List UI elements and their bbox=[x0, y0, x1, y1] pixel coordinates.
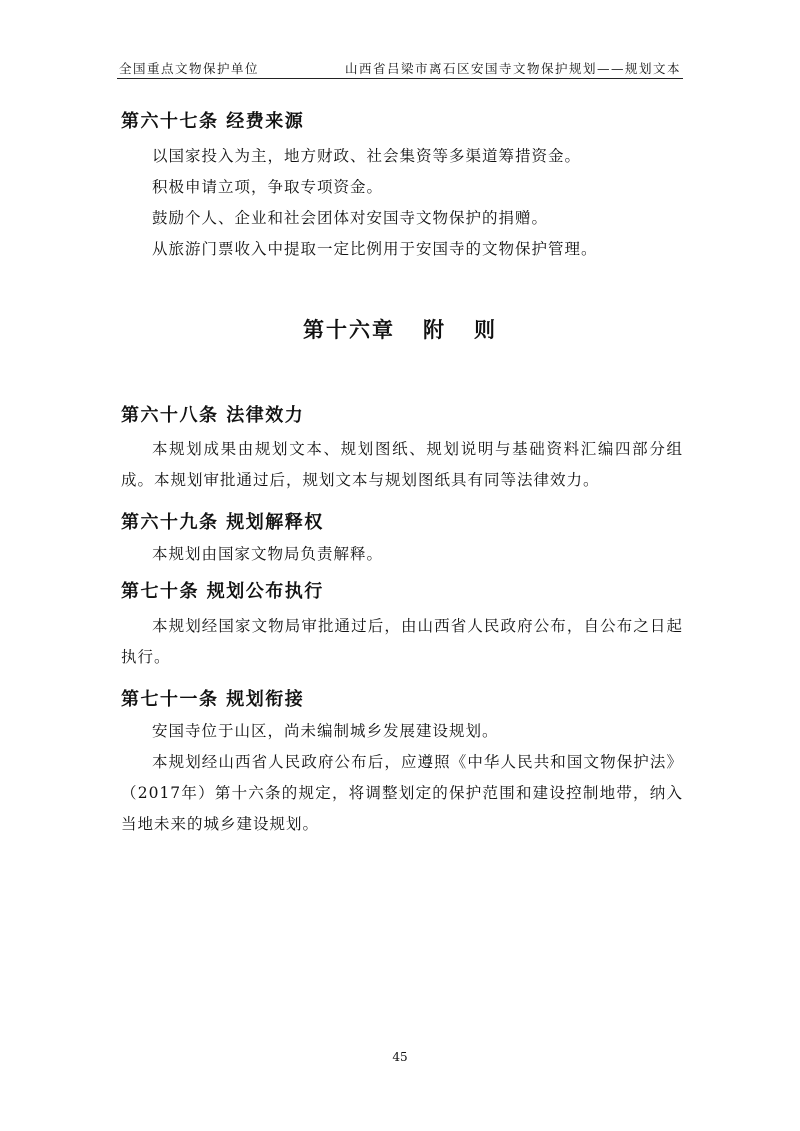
article-71-para-1: 安国寺位于山区，尚未编制城乡发展建设规划。 bbox=[152, 722, 499, 740]
article-70-title: 第七十条 规划公布执行 bbox=[121, 581, 324, 602]
chapter-number: 第十六章 bbox=[303, 318, 396, 342]
chapter-title: 附 则 bbox=[423, 318, 497, 342]
article-69-para-1: 本规划由国家文物局负责解释。 bbox=[152, 545, 384, 563]
article-67-para-1: 以国家投入为主，地方财政、社会集资等多渠道筹措资金。 bbox=[152, 147, 582, 165]
article-71-title: 第七十一条 规划衔接 bbox=[121, 689, 305, 710]
article-70-para-1: 本规划经国家文物局审批通过后，由山西省人民政府公布，自公布之日起执行。 bbox=[121, 617, 683, 666]
article-67-para-3: 鼓励个人、企业和社会团体对安国寺文物保护的捐赠。 bbox=[152, 209, 549, 227]
article-71-para-2: 本规划经山西省人民政府公布后，应遵照《中华人民共和国文物保护法》（2017年）第十六条的规定，将调整划定的保护范围和建设控制地带，纳入当地未来的城乡建设规划。 bbox=[121, 753, 683, 833]
page-number: 45 bbox=[392, 1050, 408, 1064]
article-67-para-4: 从旅游门票收入中提取一定比例用于安国寺的文物保护管理。 bbox=[152, 240, 598, 258]
article-69-title: 第六十九条 规划解释权 bbox=[121, 512, 324, 533]
article-67-title: 第六十七条 经费来源 bbox=[121, 111, 305, 132]
chapter-heading bbox=[0, 314, 800, 344]
header-right: 山西省吕梁市离石区安国寺文物保护规划——规划文本 bbox=[344, 61, 681, 76]
running-header bbox=[117, 56, 683, 79]
header-left: 全国重点文物保护单位 bbox=[119, 61, 260, 76]
article-67-para-2: 积极申请立项，争取专项资金。 bbox=[152, 178, 384, 196]
article-68-para-1: 本规划成果由规划文本、规划图纸、规划说明与基础资料汇编四部分组成。本规划审批通过后，规划文本与规划图纸具有同等法律效力。 bbox=[121, 440, 683, 489]
article-68-title: 第六十八条 法律效力 bbox=[121, 405, 305, 426]
